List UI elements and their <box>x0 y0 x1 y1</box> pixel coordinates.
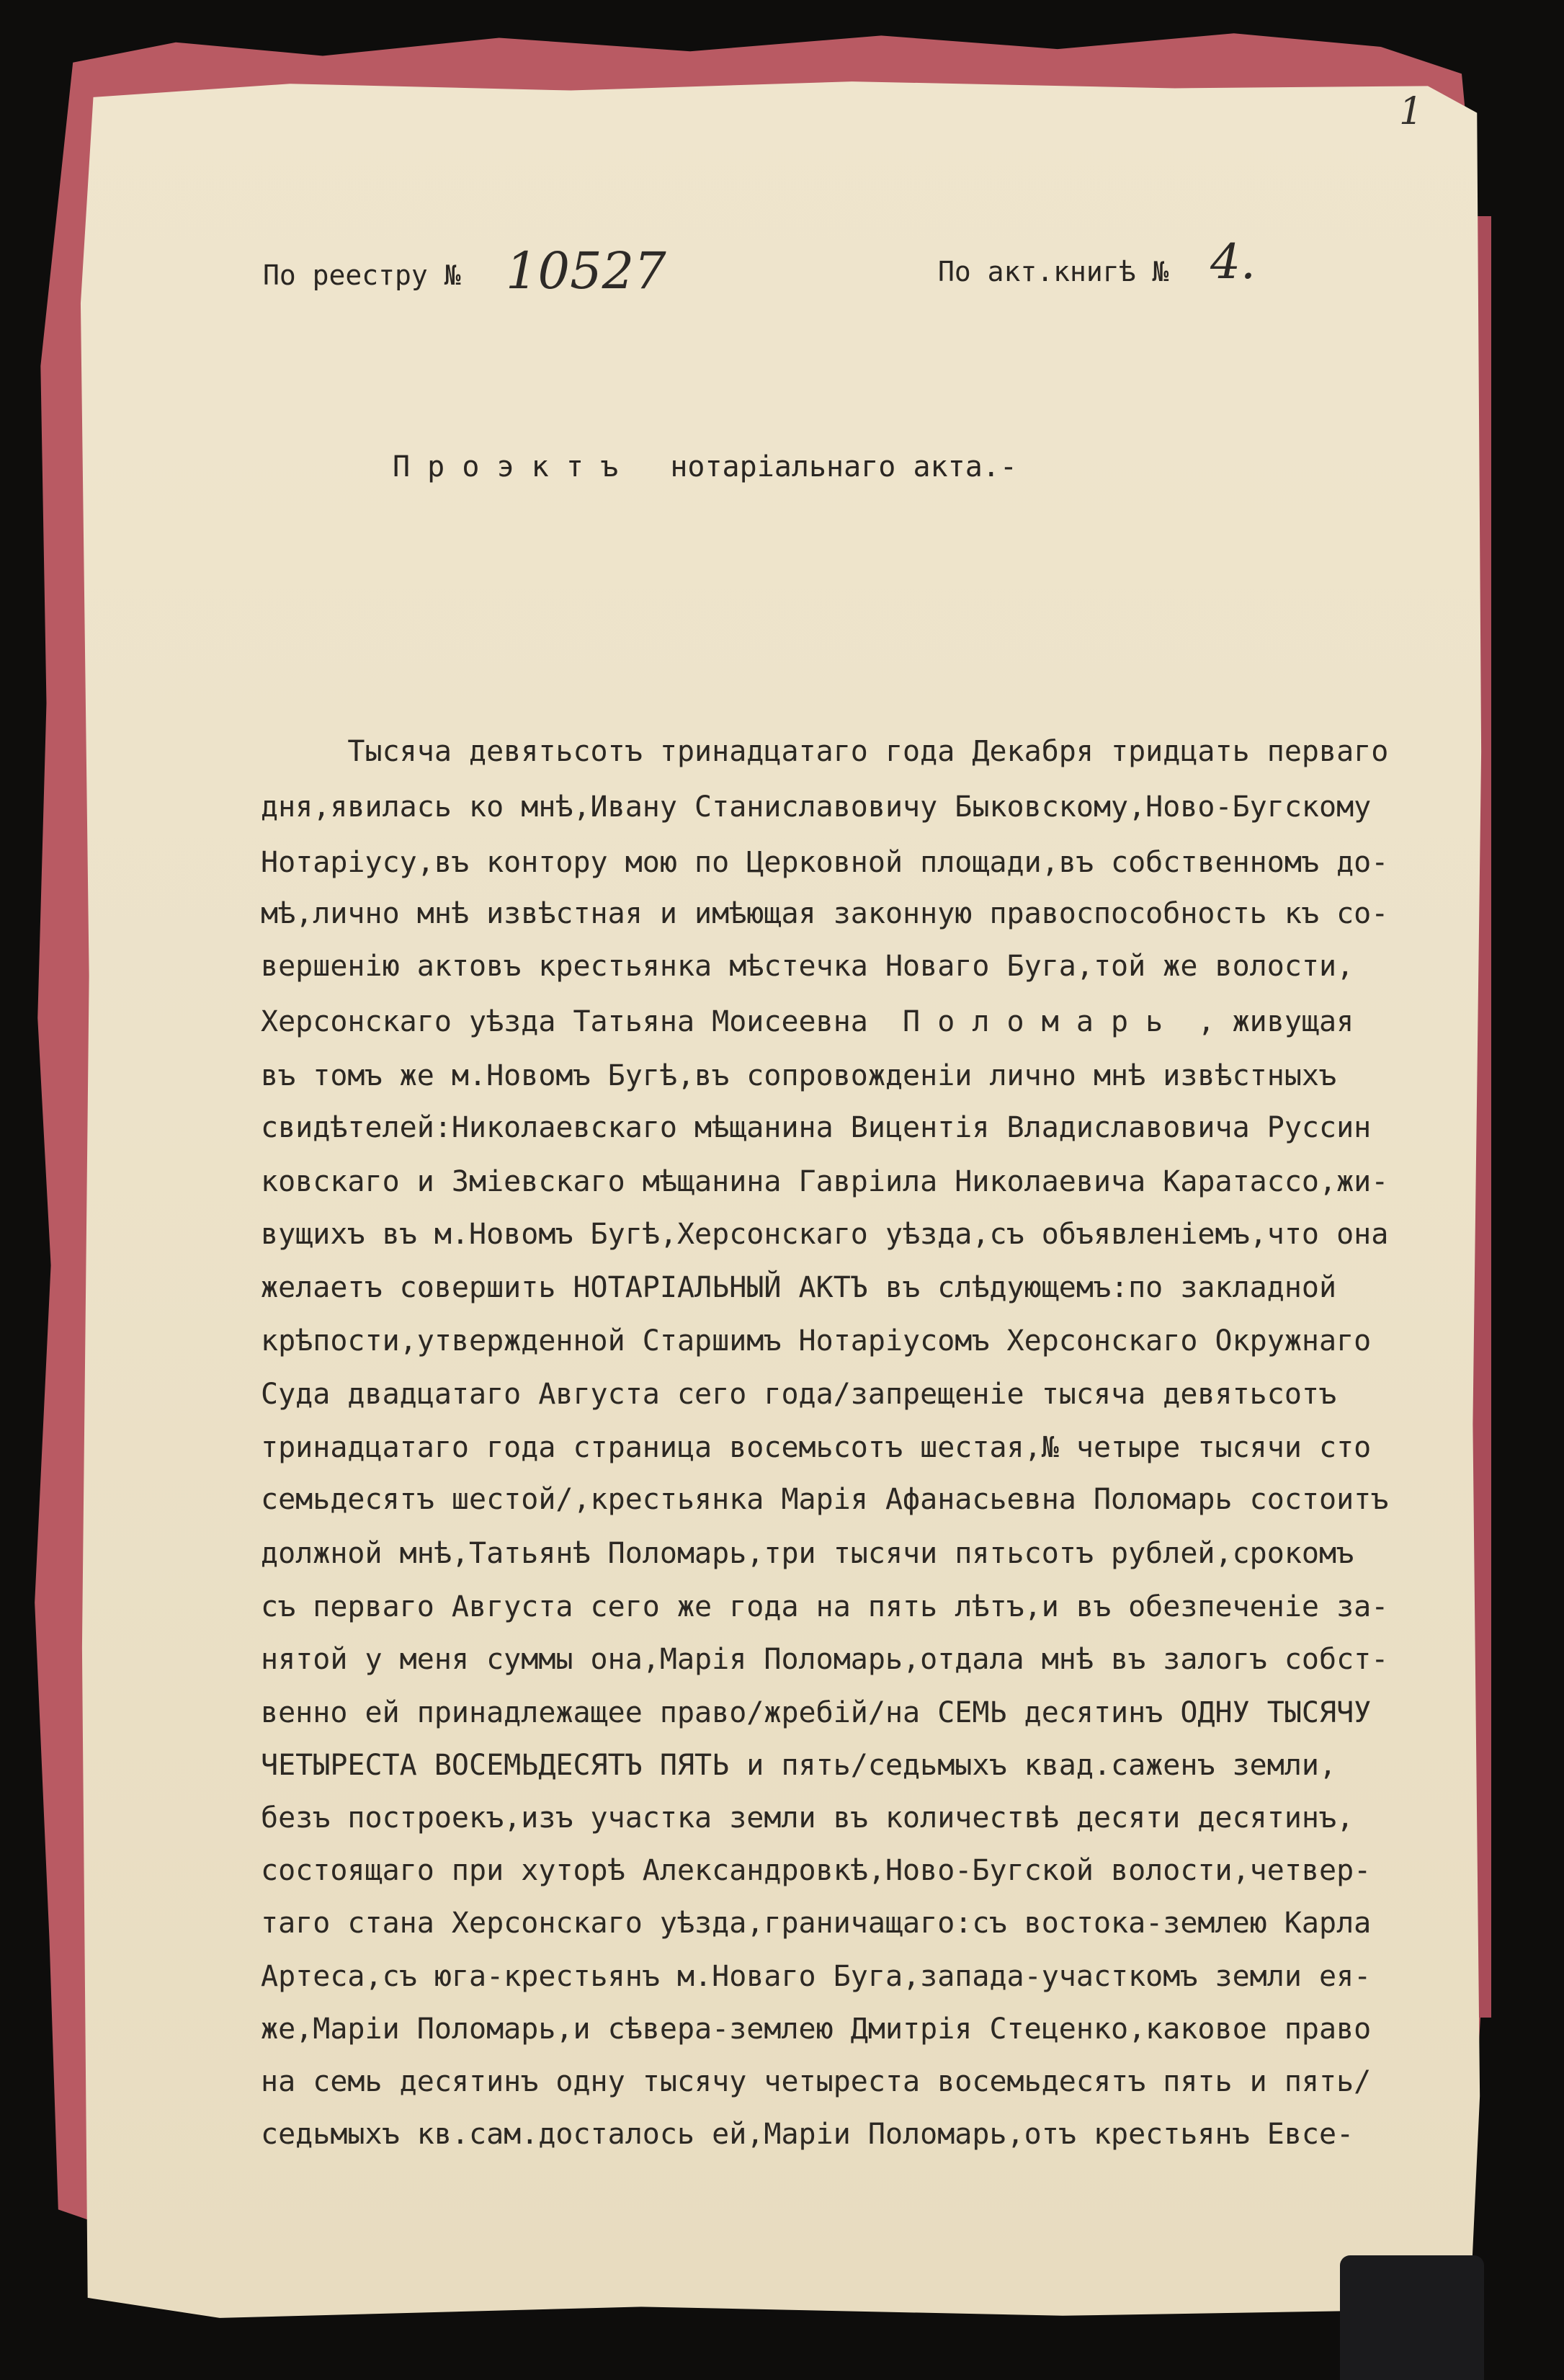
body-line: свидѣтелей:Николаевскаго мѣщанина Вицентія Владиславовича Руссин <box>261 1111 1372 1144</box>
document-title: П р о э к т ъ нотаріальнаго акта.- <box>393 450 1017 483</box>
body-line: ковскаго и Зміевскаго мѣщанина Гавріила Николаевича Каратассо,жи- <box>261 1165 1389 1198</box>
body-line: крѣпости,утвержденной Старшимъ Нотаріусомъ Херсонскаго Окружнаго <box>261 1324 1372 1358</box>
registry-number-handwritten: 10527 <box>506 241 666 300</box>
body-line: желаетъ совершить НОТАРІАЛЬНЫЙ АКТЪ въ слѣдующемъ:по закладной <box>261 1271 1337 1304</box>
body-line: седьмыхъ кв.сам.досталось ей,Маріи Поломарь,отъ крестьянъ Евсе- <box>261 2118 1354 2151</box>
body-line: же,Маріи Поломарь,и сѣвера-землею Дмитрія Стеценко,каковое право <box>261 2013 1372 2046</box>
body-line: венно ей принадлежащее право/жребій/на СЕМЬ десятинъ ОДНУ ТЫСЯЧУ <box>261 1696 1372 1729</box>
body-line: должной мнѣ,Татьянѣ Поломарь,три тысячи пятьсотъ рублей,срокомъ <box>261 1537 1354 1570</box>
body-line: на семь десятинъ одну тысячу четыреста восемьдесятъ пять и пять/ <box>261 2065 1372 2098</box>
body-line: вущихъ въ м.Новомъ Бугѣ,Херсонскаго уѣзда,съ объявленіемъ,что она <box>261 1218 1389 1251</box>
body-line: тринадцатаго года страница восемьсотъ шестая,№ четыре тысячи сто <box>261 1431 1372 1464</box>
body-line: таго стана Херсонскаго уѣзда,граничащаго:съ востока-землею Карла <box>261 1907 1372 1940</box>
body-line: безъ построекъ,изъ участка земли въ количествѣ десяти десятинъ, <box>261 1801 1354 1835</box>
body-line: состоящаго при хуторѣ Александровкѣ,Ново-Бугской волости,четвер- <box>261 1854 1372 1887</box>
act-book-label: По акт.книгѣ № <box>938 256 1169 288</box>
body-line: съ перваго Августа сего же года на пять лѣтъ,и въ обезпеченіе за- <box>261 1590 1389 1623</box>
body-line: мѣ,лично мнѣ извѣстная и имѣющая законную правоспособность къ со- <box>261 897 1389 930</box>
body-line: ЧЕТЫРЕСТА ВОСЕМЬДЕСЯТЪ ПЯТЬ и пять/седьмыхъ квад.саженъ земли, <box>261 1749 1337 1782</box>
body-line: Артеса,съ юга-крестьянъ м.Новаго Буга,запада-участкомъ земли ея- <box>261 1960 1372 1993</box>
page-number: 1 <box>1399 90 1424 133</box>
body-line: Суда двадцатаго Августа сего года/запрещеніе тысяча девятьсотъ <box>261 1378 1337 1411</box>
binder-clip <box>1340 2255 1484 2380</box>
body-line: вершенію актовъ крестьянка мѣстечка Новаго Буга,той же волости, <box>261 950 1354 983</box>
body-line: семьдесятъ шестой/,крестьянка Марія Афанасьевна Поломарь состоитъ <box>261 1483 1389 1516</box>
body-line: Херсонскаго уѣзда Татьяна Моисеевна П о л о м а р ь , живущая <box>261 1005 1354 1038</box>
body-line: дня,явилась ко мнѣ,Ивану Станиславовичу Быковскому,Ново-Бугскому <box>261 790 1372 824</box>
body-line: Нотаріусу,въ контору мою по Церковной площади,въ собственномъ до- <box>261 846 1389 879</box>
body-line: нятой у меня суммы она,Марія Поломарь,отдала мнѣ въ залогъ собст- <box>261 1643 1389 1676</box>
registry-label: По реестру № <box>263 259 461 291</box>
act-book-number-handwritten: 4. <box>1210 234 1256 290</box>
body-line: Тысяча девятьсотъ тринадцатаго года Декабря тридцать перваго <box>261 735 1389 768</box>
body-line: въ томъ же м.Новомъ Бугѣ,въ сопровожденіи лично мнѣ извѣстныхъ <box>261 1059 1337 1092</box>
